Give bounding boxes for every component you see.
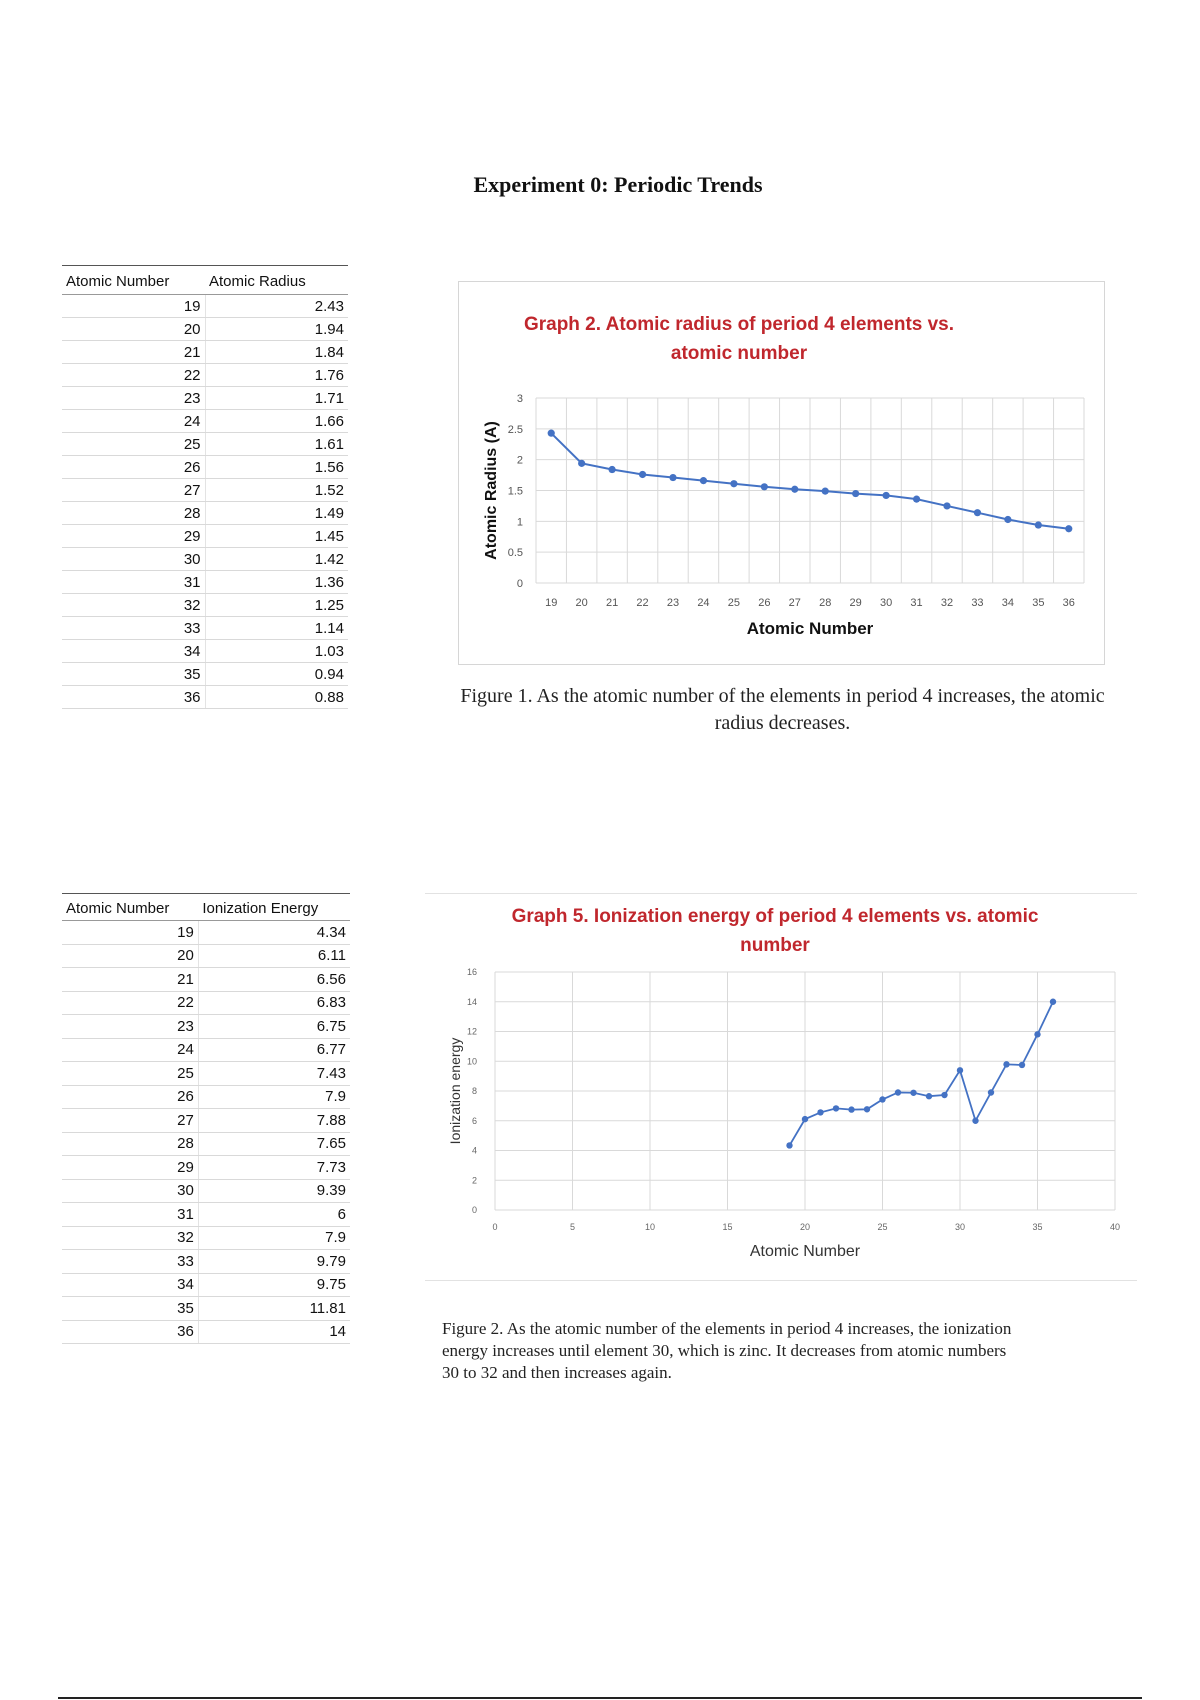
cell-atomic-number: 35 xyxy=(62,663,205,686)
data-point xyxy=(761,483,768,490)
table-row xyxy=(62,502,348,525)
cell-atomic-radius: 1.56 xyxy=(205,456,348,479)
data-point xyxy=(1065,525,1072,532)
table-row xyxy=(62,991,350,1015)
atomic-radius-plot xyxy=(459,282,1104,664)
cell-atomic-number: 24 xyxy=(62,410,205,433)
cell-atomic-number: 34 xyxy=(62,640,205,663)
x-tick-label: 34 xyxy=(1001,597,1015,609)
cell-ionization-energy: 14 xyxy=(198,1320,350,1344)
cell-atomic-number: 36 xyxy=(62,1320,198,1344)
table-row xyxy=(62,410,348,433)
cell-atomic-number: 21 xyxy=(62,968,198,992)
x-tick-label: 20 xyxy=(799,1222,811,1232)
y-tick-label: 4 xyxy=(471,1145,477,1156)
atomic-radius-chart-title: Graph 2. Atomic radius of period 4 elements vs. atomic number xyxy=(523,314,955,364)
cell-atomic-number: 34 xyxy=(62,1273,198,1297)
y-tick-label: 0 xyxy=(471,1205,477,1215)
data-point xyxy=(700,477,707,484)
page-bottom-rule xyxy=(58,1697,1142,1699)
table-row xyxy=(62,456,348,479)
data-point xyxy=(972,1118,978,1124)
ionization-energy-chart xyxy=(425,893,1137,1281)
cell-atomic-number: 30 xyxy=(62,548,205,571)
x-tick-label: 26 xyxy=(758,597,771,609)
cell-atomic-number: 26 xyxy=(62,1085,198,1109)
data-point xyxy=(943,502,950,509)
x-tick-label: 19 xyxy=(545,597,558,609)
cell-ionization-energy: 6.77 xyxy=(198,1038,350,1062)
table-row xyxy=(62,571,348,594)
y-tick-label: 16 xyxy=(466,967,477,977)
table-header-row xyxy=(62,894,350,921)
cell-ionization-energy: 4.34 xyxy=(198,921,350,945)
cell-atomic-radius: 1.25 xyxy=(205,594,348,617)
y-tick-label: 0.5 xyxy=(507,547,523,560)
data-point xyxy=(669,474,676,481)
cell-atomic-number: 20 xyxy=(62,944,198,968)
cell-atomic-radius: 0.88 xyxy=(205,686,348,709)
ionization-energy-table-body xyxy=(62,921,350,1344)
data-point xyxy=(957,1067,963,1073)
cell-atomic-radius: 1.42 xyxy=(205,548,348,571)
cell-atomic-number: 28 xyxy=(62,1132,198,1156)
y-axis-label: Atomic Radius (A) xyxy=(483,421,500,560)
cell-atomic-radius: 1.71 xyxy=(205,387,348,410)
cell-ionization-energy: 7.43 xyxy=(198,1062,350,1086)
data-point xyxy=(988,1089,994,1095)
x-tick-label: 21 xyxy=(605,597,619,609)
x-tick-label: 23 xyxy=(666,597,680,609)
table-row xyxy=(62,968,350,992)
data-point xyxy=(879,1096,885,1102)
table-header-row xyxy=(62,266,348,295)
table-row xyxy=(62,1250,350,1274)
x-tick-label: 5 xyxy=(569,1222,576,1232)
cell-atomic-radius: 1.49 xyxy=(205,502,348,525)
cell-atomic-radius: 1.94 xyxy=(205,318,348,341)
cell-atomic-number: 27 xyxy=(62,1109,198,1133)
data-point xyxy=(802,1116,808,1122)
column-header-atomic-number: Atomic Number xyxy=(62,266,205,295)
cell-atomic-number: 19 xyxy=(62,921,198,945)
cell-atomic-radius: 1.14 xyxy=(205,617,348,640)
cell-atomic-radius: 1.61 xyxy=(205,433,348,456)
cell-ionization-energy: 6.56 xyxy=(198,968,350,992)
x-tick-label: 15 xyxy=(722,1222,733,1232)
cell-atomic-number: 20 xyxy=(62,318,205,341)
cell-atomic-number: 29 xyxy=(62,525,205,548)
table-row xyxy=(62,1062,350,1086)
table-row xyxy=(62,387,348,410)
x-tick-label: 20 xyxy=(575,597,588,609)
y-tick-label: 10 xyxy=(466,1056,477,1067)
table-row xyxy=(62,1203,350,1227)
cell-atomic-number: 25 xyxy=(62,433,205,456)
y-tick-label: 6 xyxy=(471,1115,477,1126)
data-point xyxy=(833,1105,839,1111)
column-header-atomic-number: Atomic Number xyxy=(62,894,198,921)
data-point xyxy=(639,471,646,478)
cell-ionization-energy: 6.75 xyxy=(198,1015,350,1039)
atomic-radius-table xyxy=(62,265,348,709)
y-tick-label: 1 xyxy=(516,516,523,529)
y-tick-label: 2.5 xyxy=(507,423,523,436)
cell-ionization-energy: 7.9 xyxy=(198,1226,350,1250)
cell-atomic-number: 35 xyxy=(62,1297,198,1321)
table-row xyxy=(62,1297,350,1321)
y-tick-label: 1.5 xyxy=(507,485,523,498)
cell-atomic-number: 24 xyxy=(62,1038,198,1062)
cell-atomic-number: 30 xyxy=(62,1179,198,1203)
atomic-radius-chart xyxy=(458,281,1105,665)
cell-atomic-radius: 1.52 xyxy=(205,479,348,502)
data-point xyxy=(1035,521,1042,528)
cell-atomic-number: 32 xyxy=(62,1226,198,1250)
cell-ionization-energy: 6 xyxy=(198,1203,350,1227)
y-tick-label: 0 xyxy=(516,578,523,590)
cell-atomic-radius: 1.66 xyxy=(205,410,348,433)
data-point xyxy=(730,480,737,487)
x-tick-label: 36 xyxy=(1062,597,1075,609)
data-point xyxy=(548,430,555,437)
table-row xyxy=(62,433,348,456)
data-point xyxy=(822,488,829,495)
table-row xyxy=(62,341,348,364)
x-tick-label: 32 xyxy=(940,597,954,609)
table-row xyxy=(62,479,348,502)
x-tick-label: 27 xyxy=(788,597,801,609)
data-point xyxy=(941,1092,947,1098)
data-point xyxy=(848,1106,854,1112)
cell-ionization-energy: 9.39 xyxy=(198,1179,350,1203)
figure-1-caption: Figure 1. As the atomic number of the elements in period 4 increases, the atomic radius decreases. xyxy=(460,685,1105,734)
cell-atomic-number: 31 xyxy=(62,571,205,594)
table-row xyxy=(62,1038,350,1062)
cell-atomic-number: 33 xyxy=(62,617,205,640)
y-tick-label: 3 xyxy=(516,393,523,405)
cell-atomic-number: 25 xyxy=(62,1062,198,1086)
data-point xyxy=(1003,1061,1009,1067)
x-tick-label: 10 xyxy=(644,1222,656,1232)
data-point xyxy=(895,1089,901,1095)
table-row xyxy=(62,1156,350,1180)
data-point xyxy=(578,460,585,467)
cell-atomic-number: 27 xyxy=(62,479,205,502)
ionization-energy-chart-title: Graph 5. Ionization energy of period 4 elements vs. atomic number xyxy=(511,906,1039,956)
ionization-energy-line xyxy=(790,1002,1054,1146)
column-header-atomic-radius: Atomic Radius xyxy=(205,266,348,295)
y-tick-label: 12 xyxy=(466,1026,477,1037)
table-row xyxy=(62,640,348,663)
table-row xyxy=(62,1179,350,1203)
table-row xyxy=(62,1015,350,1039)
data-point xyxy=(926,1093,932,1099)
table-row xyxy=(62,525,348,548)
table-row xyxy=(62,1320,350,1344)
x-tick-label: 24 xyxy=(697,597,710,609)
x-tick-label: 35 xyxy=(1032,1222,1043,1232)
cell-atomic-number: 31 xyxy=(62,1203,198,1227)
y-tick-label: 2 xyxy=(471,1175,477,1186)
x-tick-label: 25 xyxy=(727,597,741,609)
cell-atomic-number: 32 xyxy=(62,594,205,617)
cell-atomic-number: 23 xyxy=(62,1015,198,1039)
cell-atomic-number: 22 xyxy=(62,364,205,387)
document-title: Experiment 0: Periodic Trends xyxy=(473,172,763,197)
x-axis-label: Atomic Number xyxy=(749,1243,861,1260)
data-point xyxy=(791,486,798,493)
table-row xyxy=(62,663,348,686)
cell-atomic-radius: 1.45 xyxy=(205,525,348,548)
table-row xyxy=(62,295,348,318)
table-row xyxy=(62,1273,350,1297)
data-point xyxy=(786,1142,792,1148)
data-point xyxy=(864,1106,870,1112)
cell-ionization-energy: 9.79 xyxy=(198,1250,350,1274)
cell-ionization-energy: 7.73 xyxy=(198,1156,350,1180)
cell-atomic-number: 21 xyxy=(62,341,205,364)
cell-atomic-number: 36 xyxy=(62,686,205,709)
ionization-energy-plot xyxy=(425,894,1137,1280)
ionization-energy-table xyxy=(62,893,350,1344)
x-tick-label: 22 xyxy=(636,597,649,609)
x-tick-label: 28 xyxy=(819,597,832,609)
cell-ionization-energy: 6.83 xyxy=(198,991,350,1015)
x-tick-label: 31 xyxy=(910,597,923,609)
cell-atomic-number: 33 xyxy=(62,1250,198,1274)
cell-atomic-radius: 2.43 xyxy=(205,295,348,318)
table-row xyxy=(62,686,348,709)
data-point xyxy=(974,509,981,516)
cell-ionization-energy: 7.65 xyxy=(198,1132,350,1156)
cell-ionization-energy: 7.88 xyxy=(198,1109,350,1133)
cell-atomic-radius: 1.03 xyxy=(205,640,348,663)
table-row xyxy=(62,617,348,640)
cell-ionization-energy: 6.11 xyxy=(198,944,350,968)
table-row xyxy=(62,1226,350,1250)
cell-atomic-number: 26 xyxy=(62,456,205,479)
data-point xyxy=(817,1109,823,1115)
data-point xyxy=(1034,1031,1040,1037)
y-tick-label: 8 xyxy=(471,1086,477,1096)
table-row xyxy=(62,1085,350,1109)
cell-ionization-energy: 7.9 xyxy=(198,1085,350,1109)
table-row xyxy=(62,594,348,617)
table-row xyxy=(62,364,348,387)
table-row xyxy=(62,1132,350,1156)
data-point xyxy=(609,466,616,473)
cell-ionization-energy: 9.75 xyxy=(198,1273,350,1297)
data-point xyxy=(1050,999,1056,1005)
data-point xyxy=(883,492,890,499)
data-point xyxy=(1019,1062,1025,1068)
x-tick-label: 35 xyxy=(1032,597,1045,609)
table-row xyxy=(62,548,348,571)
cell-atomic-number: 29 xyxy=(62,1156,198,1180)
table-row xyxy=(62,318,348,341)
cell-atomic-number: 28 xyxy=(62,502,205,525)
y-axis-label: Ionization energy xyxy=(447,1037,463,1145)
data-point xyxy=(1004,516,1011,523)
table-row xyxy=(62,921,350,945)
figure-2-caption: Figure 2. As the atomic number of the elements in period 4 increases, the ionization energy increases until element 30, which is zinc. It decreases from atomic numbers 30 to 32 and then increases again. xyxy=(442,1319,1012,1382)
x-tick-label: 30 xyxy=(954,1222,966,1232)
data-point xyxy=(910,1090,916,1096)
cell-atomic-radius: 1.84 xyxy=(205,341,348,364)
cell-atomic-radius: 1.36 xyxy=(205,571,348,594)
x-tick-label: 40 xyxy=(1109,1222,1121,1232)
column-header-ionization-energy: Ionization Energy xyxy=(198,894,350,921)
table-row xyxy=(62,944,350,968)
x-axis-label: Atomic Number xyxy=(746,619,874,638)
x-tick-label: 30 xyxy=(879,597,893,609)
x-tick-label: 0 xyxy=(492,1222,498,1232)
cell-ionization-energy: 11.81 xyxy=(198,1297,350,1321)
atomic-radius-table-body xyxy=(62,295,348,709)
data-point xyxy=(913,496,920,503)
data-point xyxy=(852,490,859,497)
y-tick-label: 2 xyxy=(516,454,523,467)
x-tick-label: 29 xyxy=(849,597,862,609)
y-tick-label: 14 xyxy=(466,996,477,1007)
cell-atomic-number: 19 xyxy=(62,295,205,318)
table-row xyxy=(62,1109,350,1133)
x-tick-label: 33 xyxy=(971,597,984,609)
cell-atomic-radius: 0.94 xyxy=(205,663,348,686)
cell-atomic-number: 23 xyxy=(62,387,205,410)
cell-atomic-number: 22 xyxy=(62,991,198,1015)
cell-atomic-radius: 1.76 xyxy=(205,364,348,387)
x-tick-label: 25 xyxy=(877,1222,888,1232)
